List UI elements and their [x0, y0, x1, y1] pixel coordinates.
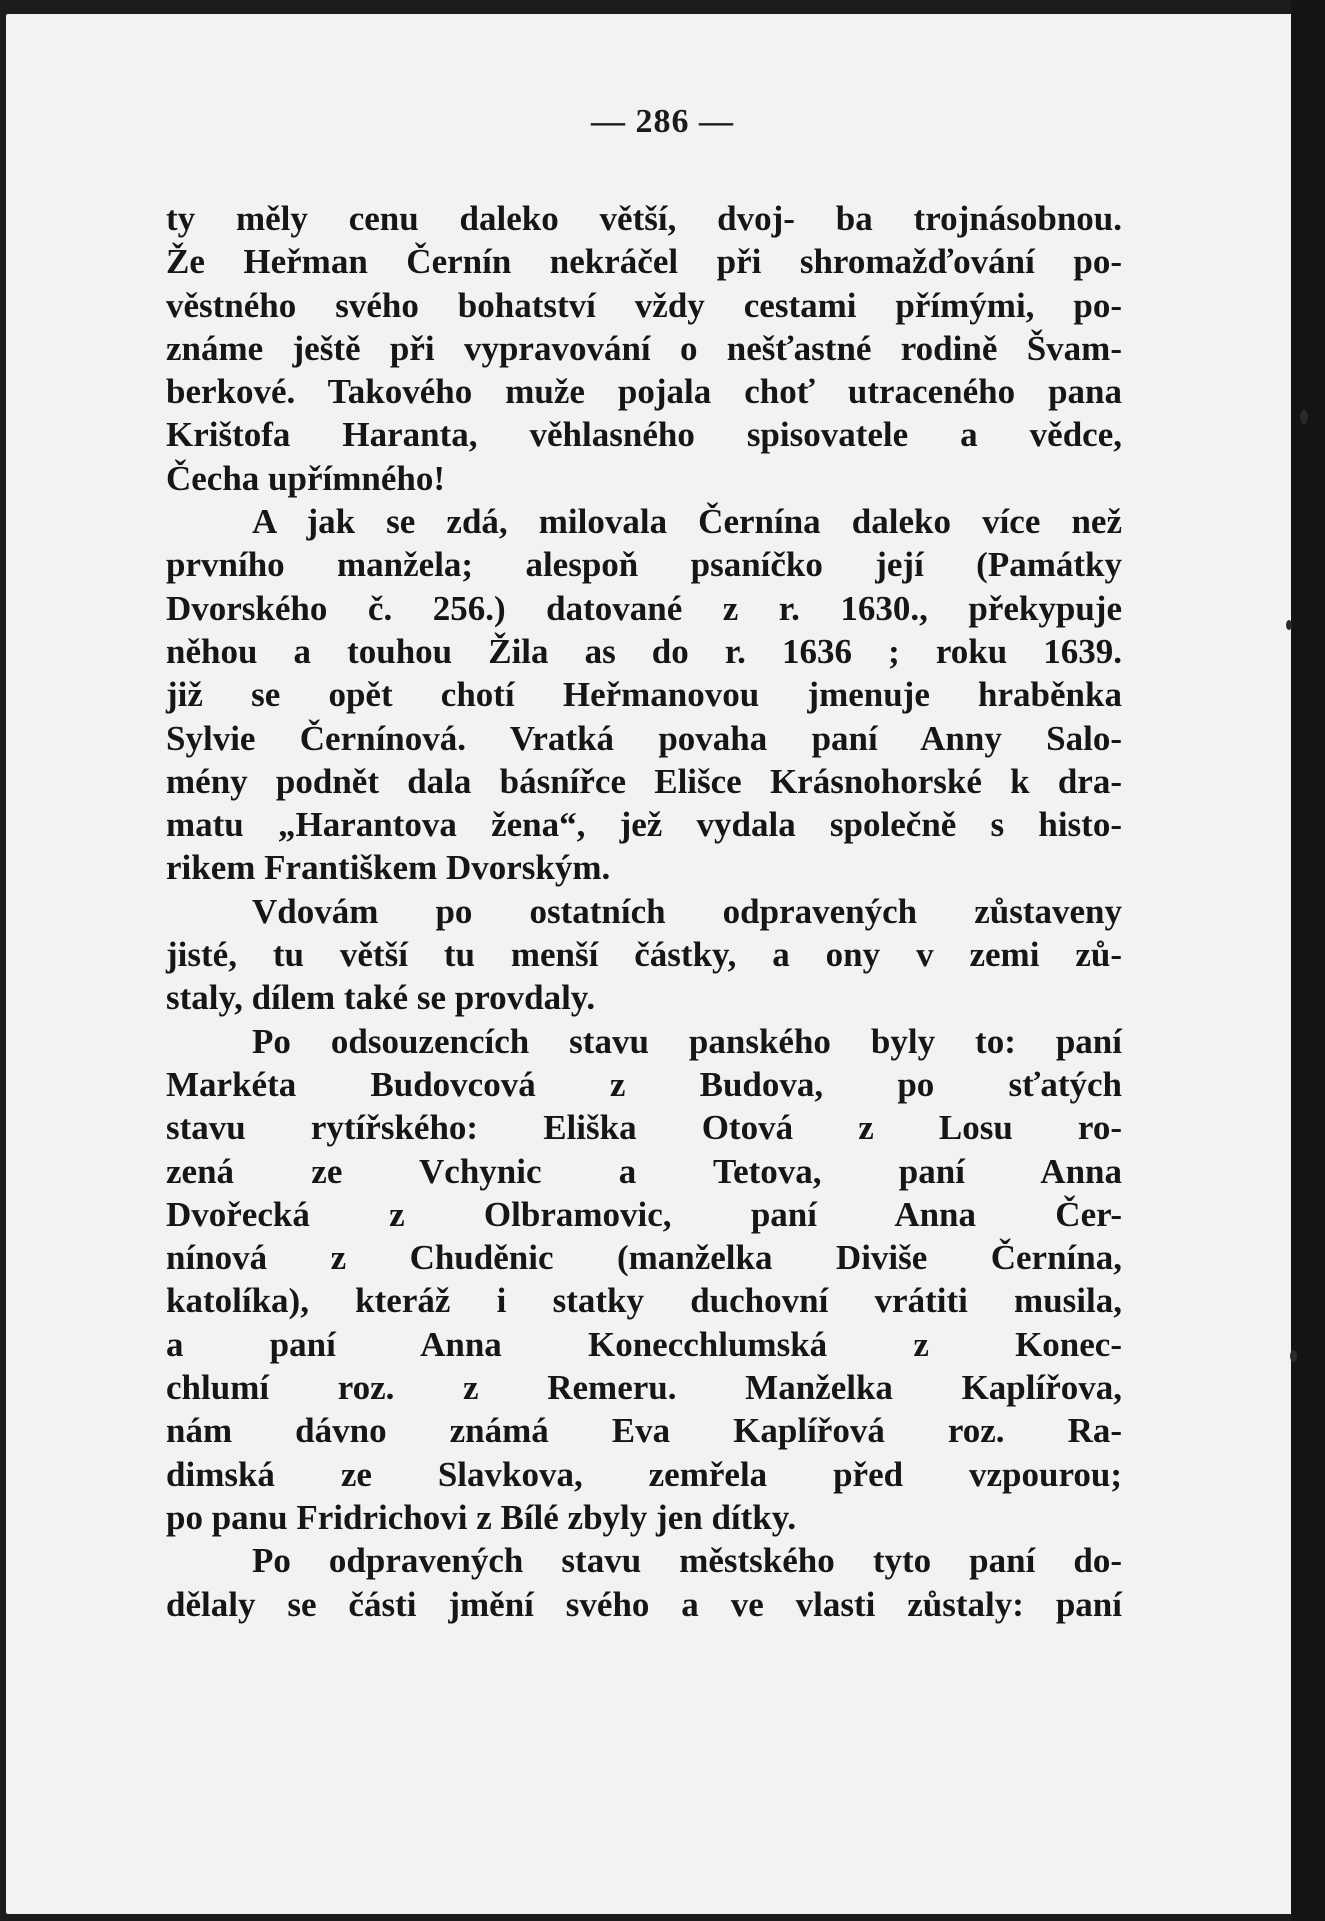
text-line: mény podnět dala básnířce Elišce Krásnohorské k dra- — [166, 761, 1122, 801]
text-line: staly, dílem také se provdaly. — [166, 978, 596, 1018]
text-line: Krištofa Haranta, věhlasného spisovatele a vědce, — [166, 415, 1122, 455]
text-line: dimská ze Slavkova, zemřela před vzpourou; — [166, 1454, 1122, 1494]
text-line: nám dávno známá Eva Kaplířová roz. Ra- — [166, 1411, 1122, 1451]
text-line: Čecha upřímného! — [166, 458, 446, 498]
text-line: stavu rytířského: Eliška Otová z Losu ro- — [166, 1108, 1122, 1148]
text-line: Po odpravených stavu městského tyto paní do- — [252, 1541, 1122, 1581]
text-line: katolíka), kteráž i statky duchovní vrátiti musila, — [166, 1281, 1122, 1321]
text-line: berkové. Takového muže pojala choť utraceného pana — [166, 372, 1122, 412]
text-line: rikem Františkem Dvorským. — [166, 848, 611, 888]
text-line: zená ze Vchynic a Tetova, paní Anna — [166, 1151, 1122, 1191]
page-number: — 286 — — [591, 103, 734, 140]
ink-speck — [1290, 1350, 1297, 1362]
text-line: a paní Anna Konecchlumská z Konec- — [166, 1324, 1122, 1364]
text-line: Sylvie Černínová. Vratká povaha paní Anny Salo- — [166, 718, 1122, 758]
text-line: Že Heřman Černín nekráčel při shromažďování po- — [166, 242, 1122, 282]
text-line: Dvořecká z Olbramovic, paní Anna Čer- — [166, 1194, 1122, 1234]
text-line: známe ještě při vypravování o nešťastné rodině Švam- — [166, 328, 1122, 368]
ink-speck — [1300, 410, 1308, 424]
text-line: dělaly se části jmění svého a ve vlasti zůstaly: paní — [166, 1584, 1122, 1624]
text-line: matu „Harantova žena“, jež vydala společně s histo- — [166, 805, 1122, 845]
text-line: Po odsouzencích stavu panského byly to: paní — [252, 1021, 1122, 1061]
text-line: již se opět chotí Heřmanovou jmenuje hraběnka — [166, 675, 1122, 715]
page-edge-shadow — [1291, 0, 1325, 1921]
body-text — [166, 197, 1122, 1626]
text-line: ty měly cenu daleko větší, dvoj- ba trojnásobnou. — [166, 199, 1122, 238]
ink-speck — [1286, 620, 1292, 630]
text-line: jisté, tu větší tu menší částky, a ony v zemi zů- — [166, 935, 1122, 975]
text-line: Markéta Budovcová z Budova, po sťatých — [166, 1064, 1122, 1104]
text-line: Dvorského č. 256.) datované z r. 1630., překypuje — [166, 588, 1122, 628]
text-line: chlumí roz. z Remeru. Manželka Kaplířova, — [166, 1368, 1122, 1408]
text-line: něhou a touhou Žila as do r. 1636 ; roku 1639. — [166, 631, 1122, 671]
text-line: Vdovám po ostatních odpravených zůstaveny — [252, 891, 1122, 931]
text-line: prvního manžela; alespoň psaníčko její (Památky — [166, 545, 1122, 585]
text-line: po panu Fridrichovi z Bílé zbyly jen dítky. — [166, 1497, 797, 1537]
text-line: věstného svého bohatství vždy cestami přímými, po- — [166, 285, 1122, 325]
text-line: A jak se zdá, milovala Černína daleko více než — [252, 502, 1122, 542]
text-line: nínová z Chuděnic (manželka Diviše Černína, — [166, 1238, 1122, 1278]
